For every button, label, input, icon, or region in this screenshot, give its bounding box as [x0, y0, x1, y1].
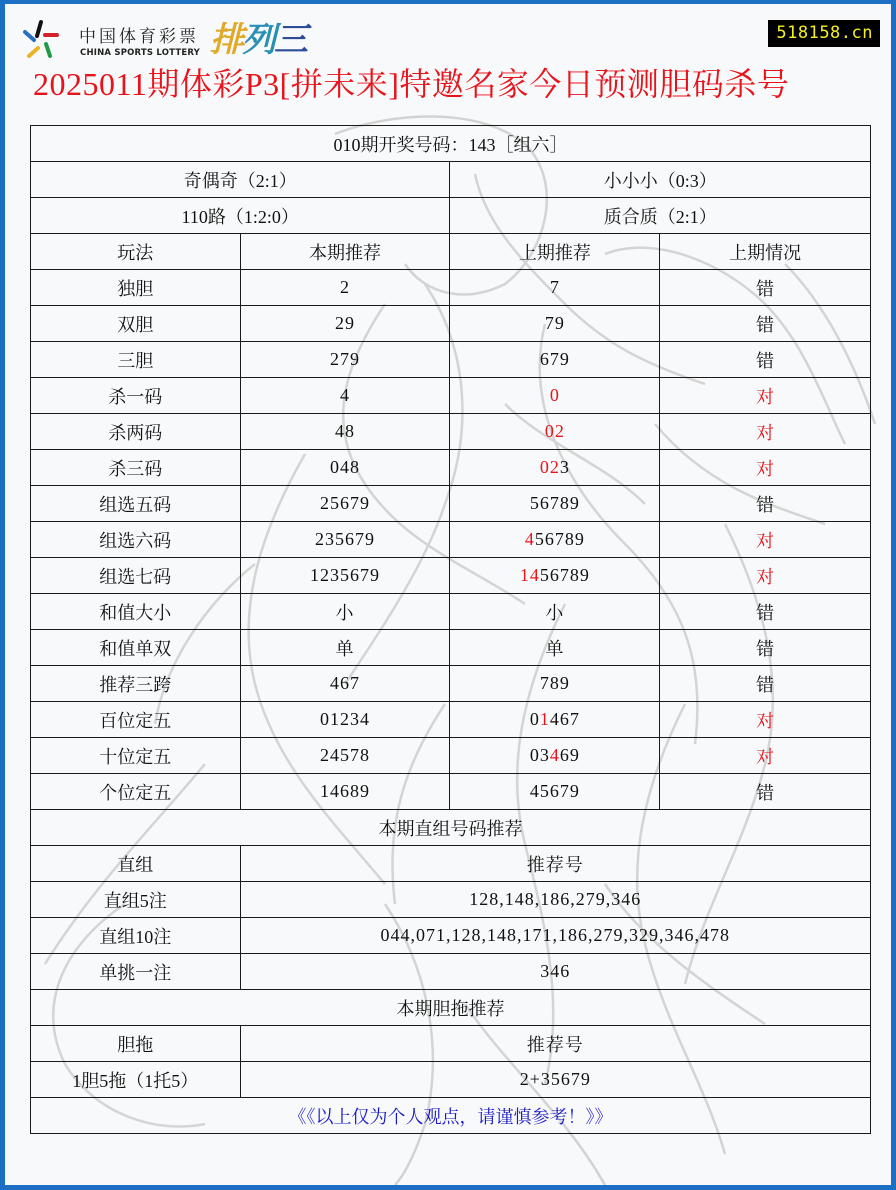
direct-row-label: 单挑一注	[31, 954, 241, 990]
previous-result: 对	[660, 702, 871, 738]
play-type: 独胆	[31, 270, 241, 306]
previous-pick	[450, 414, 660, 450]
digits: 单	[545, 638, 565, 659]
play-type: 和值单双	[31, 630, 241, 666]
direct-header-row-value: 推荐号	[240, 846, 870, 882]
dantuo-section-title-row	[31, 990, 871, 1026]
hit-digits: 02	[544, 421, 565, 441]
current-pick: 01234	[240, 702, 450, 738]
route-pattern: 110路（1:2:0）	[31, 198, 450, 234]
current-pick: 小	[240, 594, 450, 630]
direct-row	[31, 918, 871, 954]
current-pick: 1235679	[240, 558, 450, 594]
current-pick: 29	[240, 306, 450, 342]
digits: 789	[539, 673, 570, 693]
previous-pick	[450, 738, 660, 774]
current-pick: 279	[240, 342, 450, 378]
current-pick: 单	[240, 630, 450, 666]
previous-result: 错	[660, 342, 871, 378]
site-badge[interactable]: 518158.cn	[768, 20, 880, 47]
table-row	[31, 378, 871, 414]
direct-header-row-label: 直组	[31, 846, 241, 882]
previous-pick	[450, 342, 660, 378]
previous-result: 对	[660, 558, 871, 594]
current-pick: 2	[240, 270, 450, 306]
page-frame	[5, 4, 891, 1185]
big-small-pattern: 小小小（0:3）	[450, 162, 871, 198]
previous-pick	[450, 270, 660, 306]
previous-result: 对	[660, 414, 871, 450]
dantuo-section-title: 本期胆拖推荐	[31, 990, 871, 1026]
direct-header-row	[31, 846, 871, 882]
direct-section-title-row	[31, 810, 871, 846]
hit-digits: 14	[519, 565, 540, 585]
china-sports-lottery-logo	[17, 14, 327, 64]
previous-pick	[450, 558, 660, 594]
previous-result: 对	[660, 738, 871, 774]
play-type: 组选七码	[31, 558, 241, 594]
hit-digits: 0	[549, 385, 560, 405]
table-row	[31, 630, 871, 666]
current-pick: 048	[240, 450, 450, 486]
logo-chinese-text: 中国体育彩票	[79, 27, 199, 47]
previous-pick	[450, 630, 660, 666]
prime-composite-pattern: 质合质（2:1）	[450, 198, 871, 234]
current-pick: 25679	[240, 486, 450, 522]
digits: 45679	[529, 781, 580, 801]
digits: 56789	[534, 529, 585, 549]
odd-even-pattern: 奇偶奇（2:1）	[31, 162, 450, 198]
table-row	[31, 414, 871, 450]
play-type: 组选五码	[31, 486, 241, 522]
digits: 679	[539, 349, 570, 369]
dantuo-row-label: 1胆5拖（1托5）	[31, 1062, 241, 1098]
table-row	[31, 702, 871, 738]
table-row	[31, 522, 871, 558]
current-pick: 235679	[240, 522, 450, 558]
page-title: 2025011期体彩P3[拼未来]特邀名家今日预测胆码杀号	[33, 66, 790, 102]
table-row	[31, 774, 871, 810]
previous-pick	[450, 702, 660, 738]
disclaimer: 《《以上仅为个人观点，请谨慎参考！》》	[31, 1098, 871, 1134]
previous-result: 错	[660, 306, 871, 342]
lottery-star-icon	[21, 18, 61, 62]
direct-row-value: 346	[240, 954, 870, 990]
play-type: 杀两码	[31, 414, 241, 450]
draw-result: 010期开奖号码：143［组六］	[31, 126, 871, 162]
header-play: 玩法	[31, 234, 241, 270]
logo-english-text: CHINA SPORTS LOTTERY	[80, 48, 200, 58]
prediction-table	[30, 125, 871, 1134]
header-previous: 上期推荐	[450, 234, 660, 270]
header	[5, 4, 891, 114]
dantuo-row	[31, 1062, 871, 1098]
previous-result: 对	[660, 522, 871, 558]
current-pick: 24578	[240, 738, 450, 774]
previous-pick	[450, 450, 660, 486]
play-type: 和值大小	[31, 594, 241, 630]
hit-digits: 02	[539, 457, 560, 477]
table-row	[31, 666, 871, 702]
previous-result: 错	[660, 774, 871, 810]
digits: 79	[544, 313, 565, 333]
pailie-san-logo: 排列三	[210, 20, 306, 60]
previous-pick	[450, 378, 660, 414]
draw-result-row	[31, 126, 871, 162]
digits: 小	[545, 602, 565, 623]
previous-result: 对	[660, 378, 871, 414]
previous-result: 错	[660, 594, 871, 630]
current-pick: 4	[240, 378, 450, 414]
play-type: 推荐三跨	[31, 666, 241, 702]
direct-row-label: 直组10注	[31, 918, 241, 954]
table-row	[31, 594, 871, 630]
direct-section-title: 本期直组号码推荐	[31, 810, 871, 846]
hit-digits: 4	[549, 745, 560, 765]
previous-pick	[450, 486, 660, 522]
header-current: 本期推荐	[240, 234, 450, 270]
previous-result: 错	[660, 630, 871, 666]
play-type: 组选六码	[31, 522, 241, 558]
table-row	[31, 450, 871, 486]
table-row	[31, 270, 871, 306]
direct-row-value: 044,071,128,148,171,186,279,329,346,478	[240, 918, 870, 954]
summary-row	[31, 198, 871, 234]
table-row	[31, 738, 871, 774]
direct-row-label: 直组5注	[31, 882, 241, 918]
previous-pick	[450, 774, 660, 810]
dantuo-header-row	[31, 1026, 871, 1062]
previous-result: 错	[660, 270, 871, 306]
previous-pick	[450, 594, 660, 630]
table-row	[31, 342, 871, 378]
summary-row	[31, 162, 871, 198]
play-type: 十位定五	[31, 738, 241, 774]
previous-result: 错	[660, 486, 871, 522]
digits: 03	[529, 745, 550, 765]
previous-result: 错	[660, 666, 871, 702]
direct-row	[31, 882, 871, 918]
play-type: 三胆	[31, 342, 241, 378]
digits: 69	[559, 745, 580, 765]
dantuo-header-row-label: 胆拖	[31, 1026, 241, 1062]
digits: 467	[549, 709, 580, 729]
current-pick: 467	[240, 666, 450, 702]
play-type: 双胆	[31, 306, 241, 342]
digits: 7	[549, 277, 560, 297]
previous-pick	[450, 306, 660, 342]
table-row	[31, 558, 871, 594]
play-type: 杀一码	[31, 378, 241, 414]
dantuo-row-value: 2+35679	[240, 1062, 870, 1098]
disclaimer-row	[31, 1098, 871, 1134]
table-row	[31, 486, 871, 522]
play-type: 个位定五	[31, 774, 241, 810]
digits: 56789	[539, 565, 590, 585]
digits: 3	[559, 457, 570, 477]
direct-row-value: 128,148,186,279,346	[240, 882, 870, 918]
table-row	[31, 306, 871, 342]
digits: 0	[529, 709, 540, 729]
current-pick: 14689	[240, 774, 450, 810]
previous-pick	[450, 522, 660, 558]
direct-row	[31, 954, 871, 990]
current-pick: 48	[240, 414, 450, 450]
dantuo-header-row-value: 推荐号	[240, 1026, 870, 1062]
previous-result: 对	[660, 450, 871, 486]
play-type: 杀三码	[31, 450, 241, 486]
digits: 56789	[529, 493, 580, 513]
hit-digits: 4	[524, 529, 535, 549]
play-type: 百位定五	[31, 702, 241, 738]
previous-pick	[450, 666, 660, 702]
hit-digits: 1	[539, 709, 550, 729]
table-header-row	[31, 234, 871, 270]
header-result: 上期情况	[660, 234, 871, 270]
